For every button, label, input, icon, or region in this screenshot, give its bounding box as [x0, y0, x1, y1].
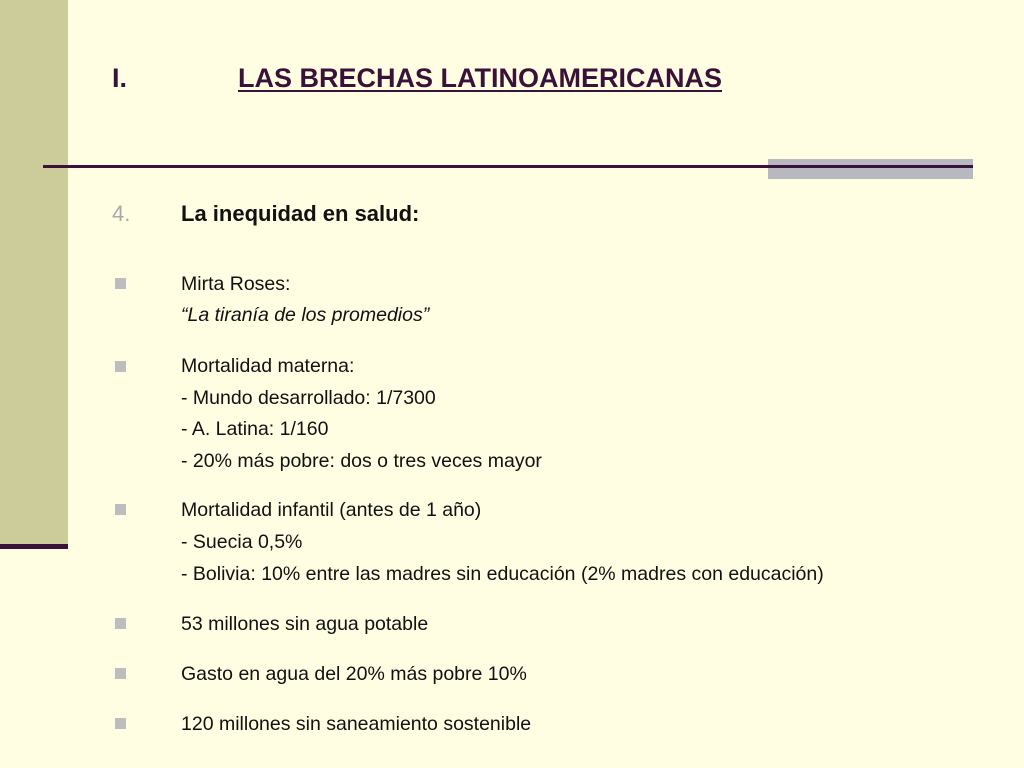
title-roman-numeral: I. [112, 63, 128, 93]
bullet-text: 53 millones sin agua potable [181, 613, 429, 635]
bullet-subline: - A. Latina: 1/160 [181, 418, 329, 440]
slide-title: LAS BRECHAS LATINOAMERICANAS [238, 63, 722, 93]
bullet-text: Mirta Roses: [181, 273, 291, 295]
bullet-subline: - Suecia 0,5% [181, 531, 303, 553]
bullet-subline: - Mundo desarrollado: 1/7300 [181, 387, 436, 409]
bullet-marker [115, 504, 126, 515]
bullet-marker [115, 278, 126, 289]
divider-accent-bar [768, 159, 973, 179]
left-accent-bar [0, 544, 68, 549]
bullet-quote: “La tiranía de los promedios” [181, 304, 430, 326]
bullet-marker [115, 361, 126, 372]
bullet-subline: - 20% más pobre: dos o tres veces mayor [181, 450, 542, 472]
bullet-marker [115, 618, 126, 629]
left-decorative-band [0, 0, 68, 544]
bullet-marker [115, 718, 126, 729]
bullet-text: Mortalidad infantil (antes de 1 año) [181, 499, 482, 521]
bullet-marker [115, 668, 126, 679]
section-title: La inequidad en salud: [181, 201, 420, 226]
bullet-text: Gasto en agua del 20% más pobre 10% [181, 663, 527, 685]
bullet-text: Mortalidad materna: [181, 355, 355, 377]
bullet-text: 120 millones sin saneamiento sostenible [181, 713, 532, 735]
bullet-subline: - Bolivia: 10% entre las madres sin educación (2% madres con educación) [181, 563, 824, 585]
section-number: 4. [112, 201, 131, 226]
